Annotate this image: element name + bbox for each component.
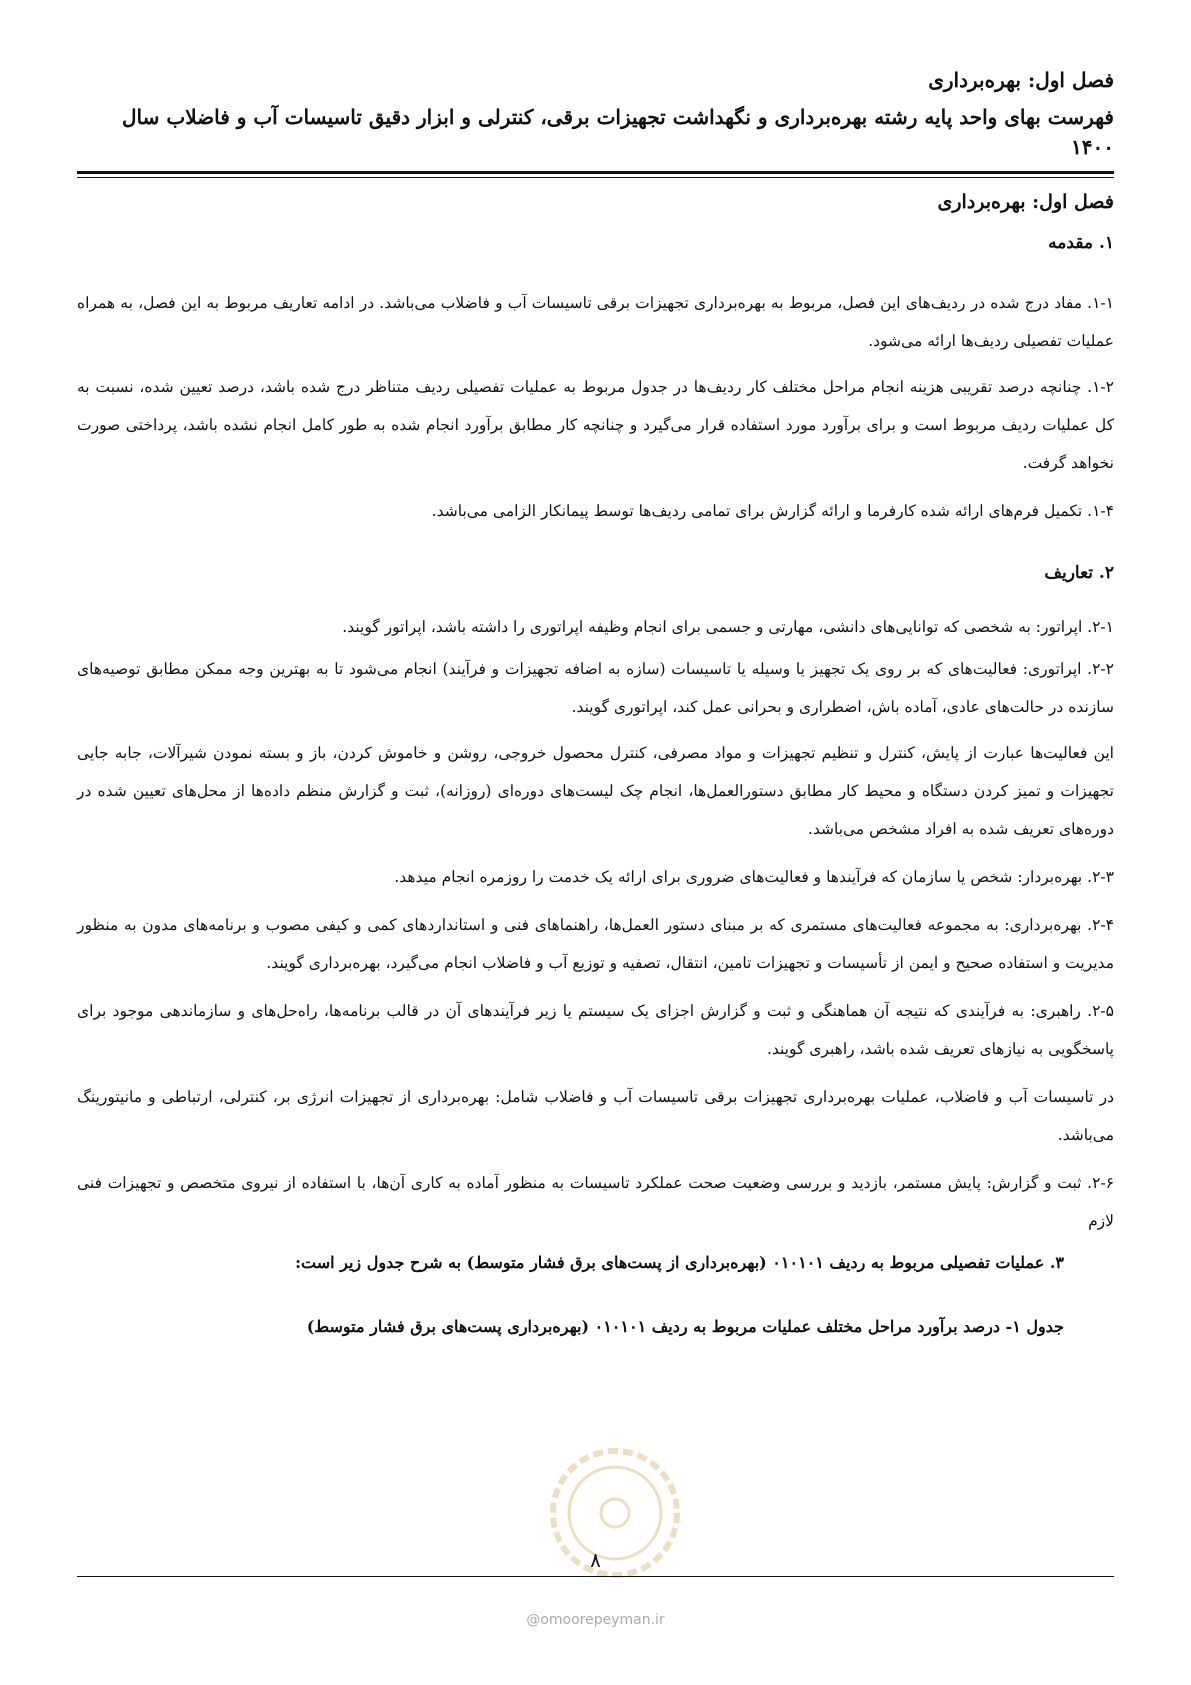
intro-heading: ۱. مقدمه (1048, 233, 1114, 253)
paragraph-2-3: ۲-۳. بهره‌بردار: شخص یا سازمان که فرآیندها و فعالیت‌های ضروری برای ارائه یک خدمت را روزمره انجام میدهد. (394, 868, 1114, 886)
paragraph-2-2: ۲-۲. اپراتوری: فعالیت‌های که بر روی یک تجهیز یا وسیله یا تاسیسات (سازه به اضافه تجهیزات و فرآیند) انجام می‌شود تا به بهترین وجه ممکن مطابق توصیه‌های سازنده در حالت‌های عادی، آماده باش، اضطراری و بحرانی عمل کند، اپراتوری گویند. (77, 660, 1114, 716)
paragraph-2-2b: این فعالیت‌ها عبارت از پایش، کنترل و تنظیم تجهیزات و مواد مصرفی، کنترل محصول خروجی، روشن و خاموش کردن، باز و بسته نمودن شیرآلات، جابه جایی تجهیزات و تمیز کردن دستگاه و محیط کار مطابق دستورالعمل‌ها، انجام چک لیست‌های دوره‌ای (روزانه)، ثبت و گزارش منظم داده‌ها از محل‌های تعیین شده در دوره‌های تعریف شده به افراد مشخص می‌باشد. (77, 744, 1114, 838)
paragraph-2-5: ۲-۵. راهبری: به فرآیندی که نتیجه آن هماهنگی و ثبت و گزارش اجزای یک سیستم یا زیر فرآیندهای آن در قالب برنامه‌ها، راه‌حل‌های و سازماندهی موجود برای پاسخگویی به نیازهای تعریف شده باشد، راهبری گویند. (77, 1002, 1114, 1058)
paragraph-1-4: ۱-۴. تکمیل فرم‌های ارائه شده کارفرما و ارائه گزارش برای تمامی ردیف‌ها توسط پیمانکار الزامی می‌باشد. (431, 502, 1114, 520)
header-rule-thin (77, 177, 1114, 178)
header-chapter: فصل اول: بهره‌برداری (928, 68, 1114, 92)
header-title: فهرست بهای واحد پایه رشته بهره‌برداری و نگهداشت تجهیزات برقی، کنترلی و ابزار دقیق تاسیسات آب و فاضلاب سال ۱۴۰۰ (122, 105, 1114, 159)
section-3-text: ۳. عملیات تفصیلی مربوط به ردیف ۰۱۰۱۰۱ (بهره‌برداری از پست‌های برق فشار متوسط) به شرح جدول زیر است: (295, 1253, 1064, 1272)
paragraph-2-4: ۲-۴. بهره‌برداری: به مجموعه فعالیت‌های مستمری که بر مبنای دستور العمل‌ها، راهنماهای فنی و استانداردهای کمی و کیفی مصوب و برنامه‌های مدون به منظور مدیریت و استفاده صحیح و ایمن از تأسیسات و تجهیزات تامین، انتقال، تصفیه و توزیع آب و فاضلاب انجام می‌گیرد، بهره‌برداری گویند. (77, 916, 1114, 972)
paragraph-2-6: ۲-۶. ثبت و گزارش: پایش مستمر، بازدید و بررسی وضعیت صحت عملکرد تاسیسات به منظور آماده به کاری آن‌ها، با استفاده از نیروی متخصص و تجهیزات فنی لازم (77, 1174, 1115, 1230)
main-content (77, 188, 1114, 1342)
paragraph-1-1: ۱-۱. مفاد درج شده در ردیف‌های این فصل، مربوط به بهره‌برداری تجهیزات برقی تاسیسات آب و فاضلاب می‌باشد. در ادامه تعاریف مربوط به این فصل، به همراه عملیات تفصیلی ردیف‌ها ارائه می‌شود. (77, 294, 1114, 350)
page-number: ۸ (590, 1548, 601, 1572)
footer-rule (77, 1576, 1114, 1577)
section-title: فصل اول: بهره‌برداری (937, 191, 1114, 213)
definitions-heading: ۲. تعاریف (1044, 563, 1114, 583)
table-caption: جدول ۱- درصد برآورد مراحل مختلف عملیات مربوط به ردیف ۰۱۰۱۰۱ (بهره‌برداری پست‌های برق فشار متوسط) (306, 1317, 1064, 1336)
header-rule-thick (77, 171, 1114, 174)
page-header (77, 66, 1114, 162)
paragraph-2-1: ۲-۱. اپراتور: به شخصی که توانایی‌های دانشی، مهارتی و جسمی برای انجام وظیفه اپراتوری را داشته باشد، اپراتور گویند. (342, 618, 1114, 636)
watermark-text: @omoorepeyman.ir (526, 1612, 665, 1628)
paragraph-1-2: ۱-۲. چنانچه درصد تقریبی هزینه انجام مراحل مختلف کار ردیف‌ها در جدول مربوط به عملیات تفصیلی ردیف متناظر درج شده باشد، درصد تعیین شده، نسبت به کل عملیات ردیف مربوط است و برای برآورد مورد استفاده قرار می‌گیرد و چنانچه کار مطابق برآورد انجام شده به طور کامل انجام نشده باشد، پرداختی صورت نخواهد گرفت. (77, 378, 1114, 472)
paragraph-2-5b: در تاسیسات آب و فاضلاب، عملیات بهره‌برداری تجهیزات برقی تاسیسات آب و فاضلاب شامل: بهره‌برداری از تجهیزات انرژی بر، کنترلی، ارتباطی و مانیتورینگ می‌باشد. (77, 1088, 1114, 1144)
